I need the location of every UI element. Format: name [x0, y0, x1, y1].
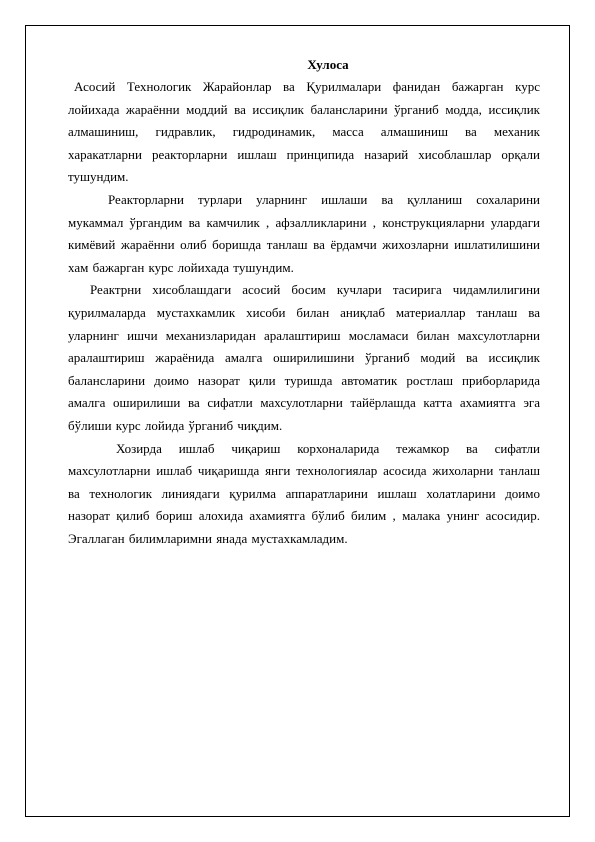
paragraph-4: Хозирда ишлаб чиқариш корхоналарида тежамкор ва сифатли махсулотларни ишлаб чиқаришда янги технологиялар асосида жихоларни танлаш ва технологик линиядаги қурилма аппаратларини ишлаш холатларини доимо назорат қилиб бориш алохида ахамиятга бўлиб билим , малака унинг асосидир. Эгаллаган билимларимни янада мустахкамладим. — [68, 440, 540, 546]
document-body — [68, 56, 540, 550]
document-title: Хулоса — [307, 57, 349, 72]
paragraph-1: Асосий Технологик Жарайонлар ва Қурилмалари фанидан бажарган курс лойихада жараённи моддий ва иссиқлик балансларини ўрганиб модда, иссиқлик алмашиниш, гидравлик, гидродинамик, масса алмашиниш ва механик харакатларни реакторларни ишлаш принципида назарий хисоблашлар орқали тушундим. — [68, 79, 540, 185]
paragraph-3: Реактрни хисоблашдаги асосий босим кучлари тасирига чидамлилигини қурилмаларда мустахкамлик хисоби билан аниқлаб материаллар танлаш ва уларнинг ишчи механизларидан аралаштириш мосламаси билан махсулотларни аралаштириш жараёнида амалга оширилишини ўрганиб модий ва иссиқлик балансларини доимо назорат қили туришда автоматик ростлаш приборларида амалга оширилиши ва сифатли махсулотларни тайёрлашда катта ахамиятга эга бўлиши курс лойида ўрганиб чиқдим. — [68, 282, 540, 433]
paragraph-2: Реакторларни турлари уларнинг ишлаши ва қулланиш сохаларини мукаммал ўргандим ва камчилик , афзалликларини , конструкцияларни улардаги кимёвий жараённи олиб боришда танлаш ва ёрдамчи жихозларни ишлатилишини хам бажарган курс лойихада тушундим. — [68, 191, 540, 275]
